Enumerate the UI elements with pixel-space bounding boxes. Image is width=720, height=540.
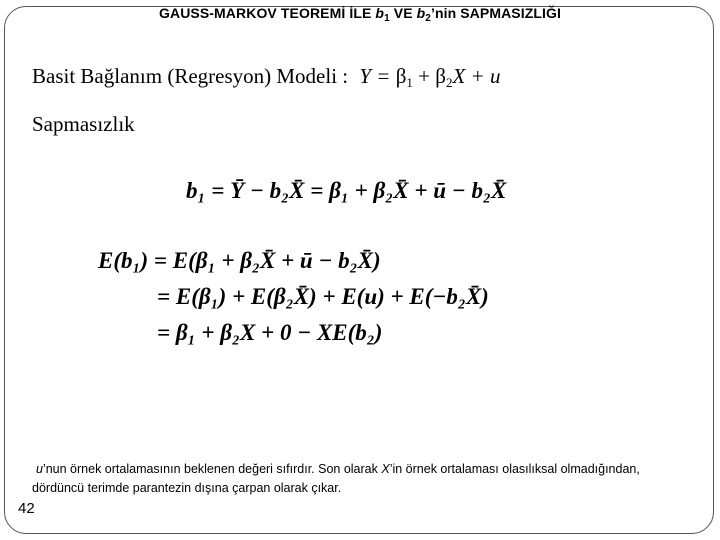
equation-4-text: = β₁ + β₂X + 0 − XE(b₂) xyxy=(157,320,383,345)
model-line xyxy=(32,64,500,91)
equation-1-text: b₁ = Ȳ − b₂X̄ = β₁ + β₂X̄ + ū − b₂X̄ xyxy=(186,178,507,203)
equation-3-text: = E(β₁) + E(β₂X̄) + E(u) + E(−b₂X̄) xyxy=(157,284,489,309)
model-equation: $Y = \beta_1 + \beta_2X + u$ xyxy=(359,64,501,90)
model-label: Basit Bağlanım (Regresyon) Modeli : xyxy=(32,64,349,88)
equation-2 xyxy=(98,248,381,274)
slide-title: GAUSS-MARKOV TEOREMİ İLE $b_1$ VE $b_2’nin$ SAPMASIZLIĞI xyxy=(159,5,561,24)
section-heading: Sapmasızlık xyxy=(32,112,135,136)
page-number: 42 xyxy=(18,500,35,517)
equation-4 xyxy=(157,320,382,346)
equation-1 xyxy=(186,178,506,204)
equation-3 xyxy=(157,284,489,310)
equation-2-text: E(b₁) = E(β₁ + β₂X̄ + ū − b₂X̄) xyxy=(98,248,381,273)
footnote: u’nun örnek ortalamasının beklenen değeri sıfırdır. Son olarak X’in örnek ortalaması olasılıksal olmadığından, dördüncü terimde parantezin dışına çarpan olarak çıkar. xyxy=(32,462,640,495)
